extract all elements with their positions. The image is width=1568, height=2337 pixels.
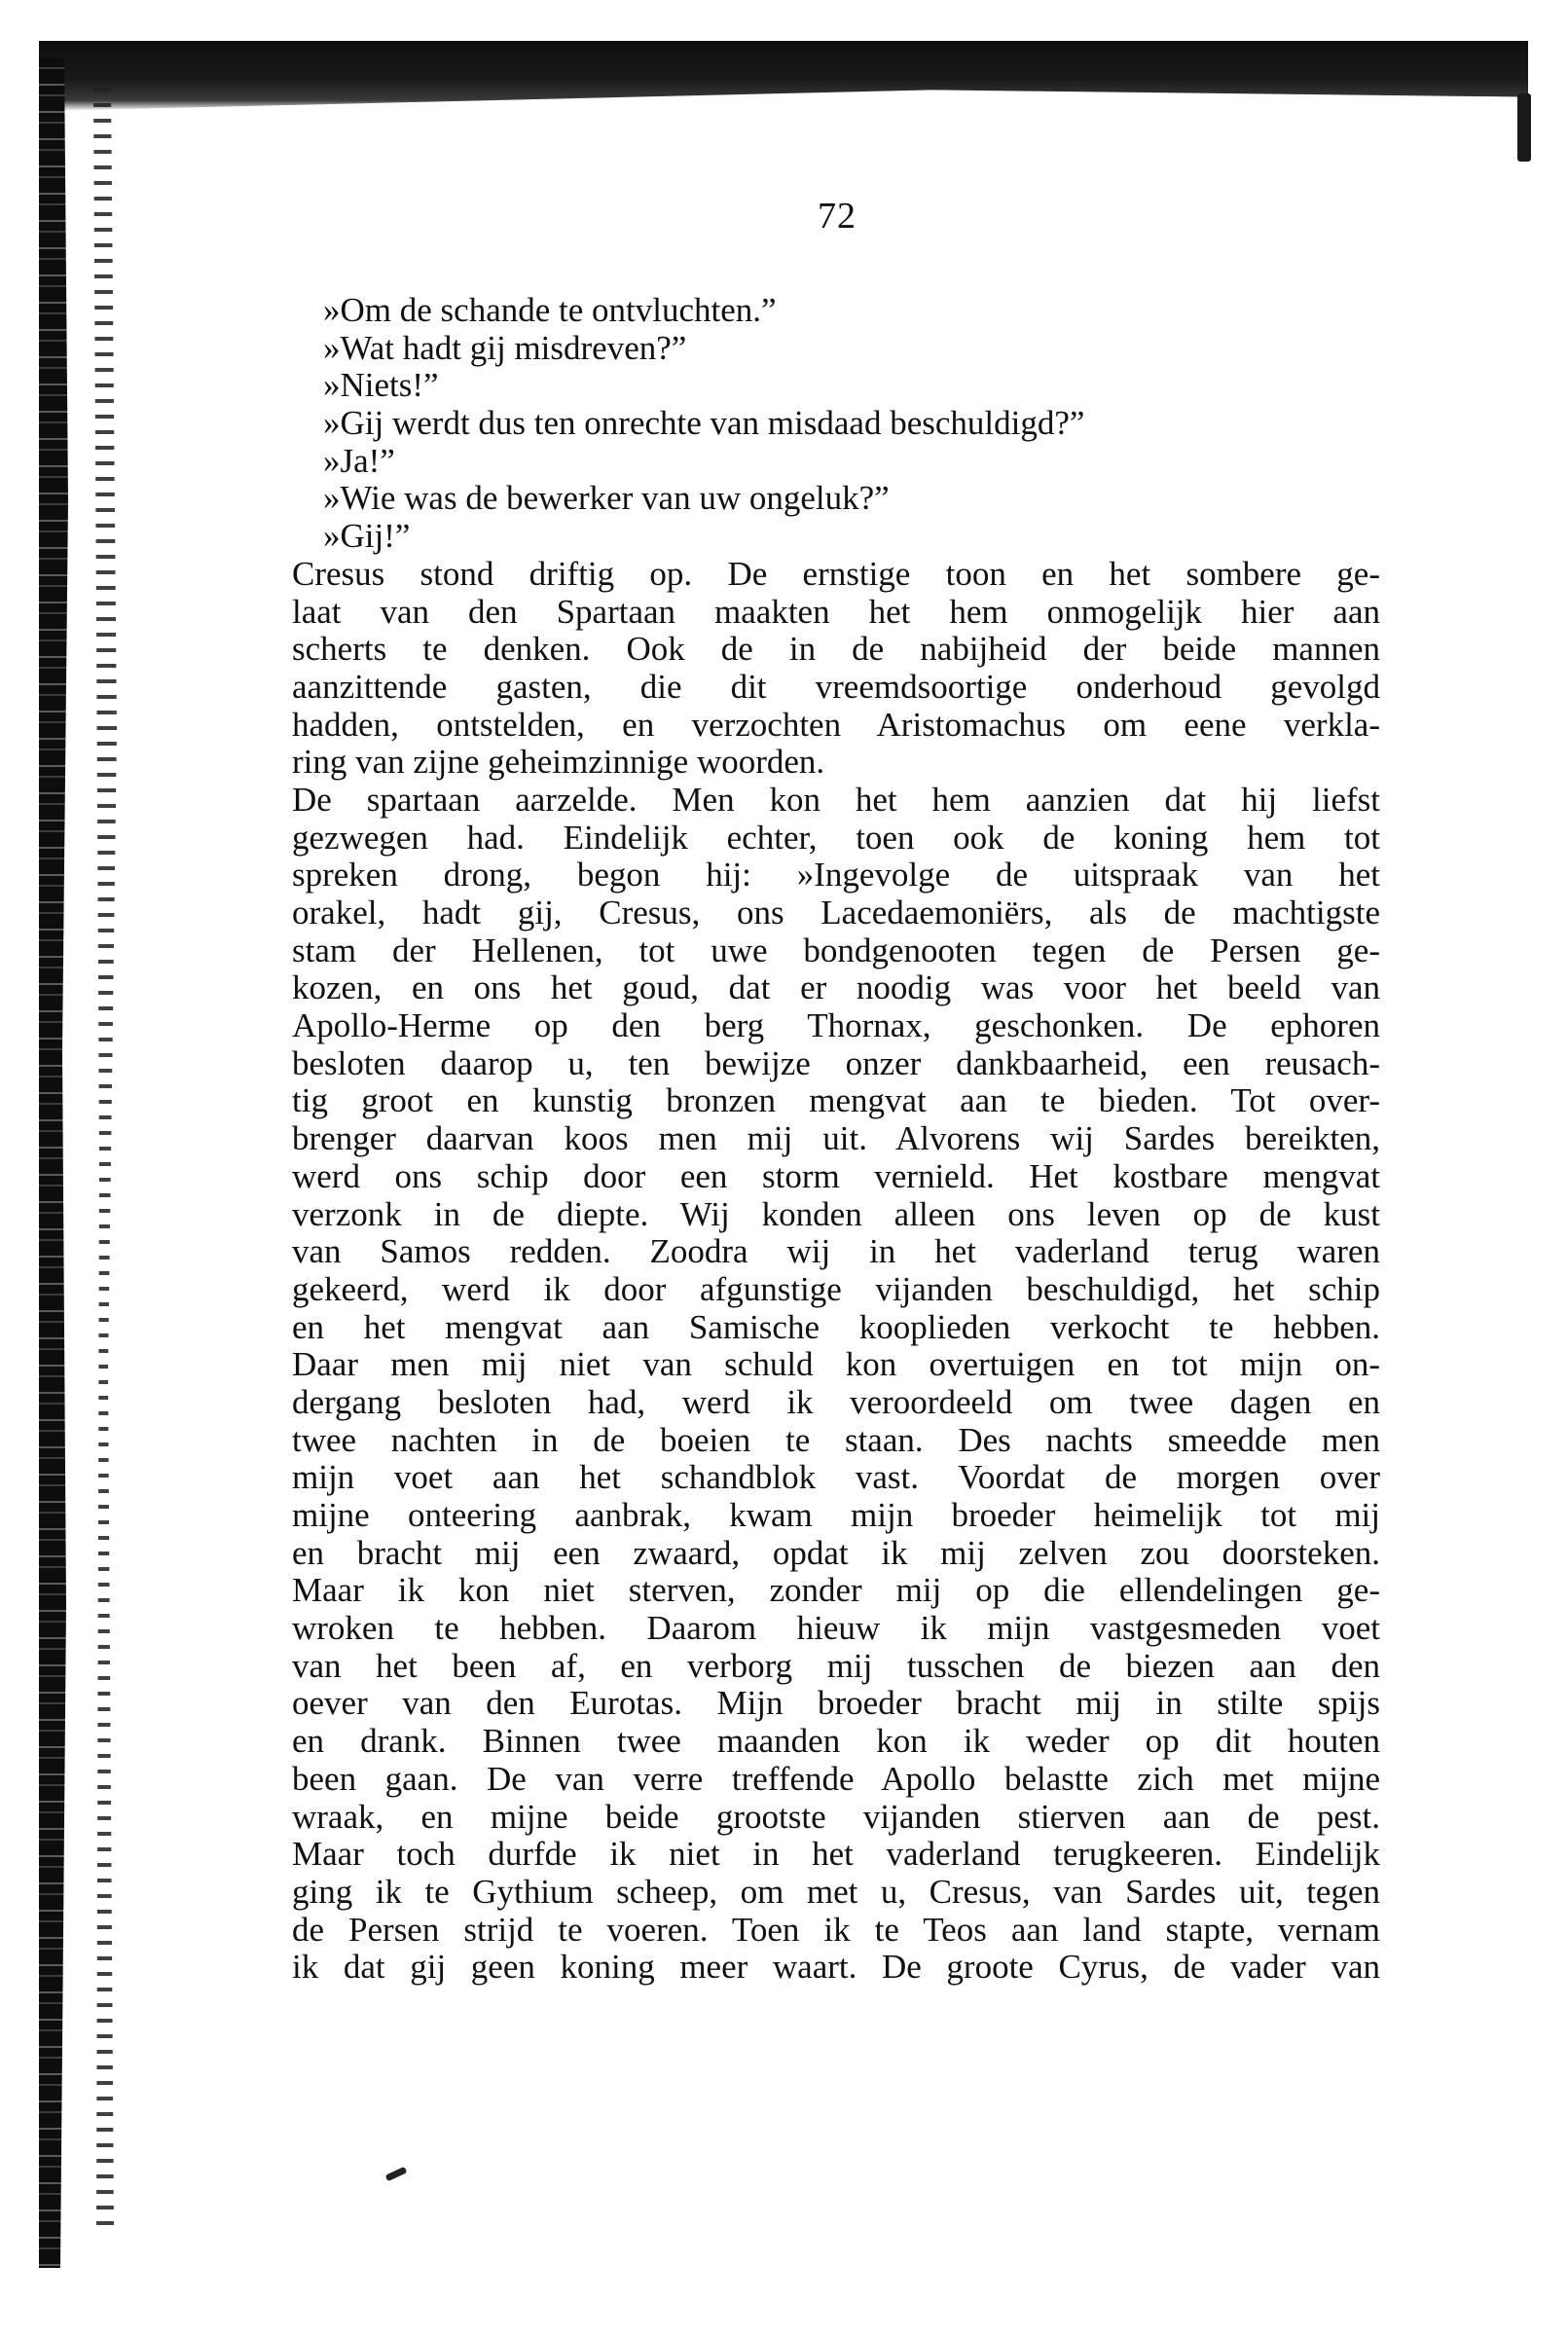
text-line: en bracht mij een zwaard, opdat ik mij zelven zou doorsteken. — [292, 1534, 1380, 1572]
text-line: kozen, en ons het goud, dat er noodig was voor het beeld van — [292, 969, 1380, 1007]
text-line: ring van zijne geheimzinnige woorden. — [292, 743, 825, 782]
text-line: been gaan. De van verre treffende Apollo belastte zich met mijne — [292, 1760, 1380, 1798]
text-line: orakel, hadt gij, Cresus, ons Lacedaemoniërs, als de machtigste — [292, 895, 1380, 931]
text-line: brenger daarvan koos men mij uit. Alvorens wij Sardes bereikten, — [292, 1120, 1380, 1158]
text-line: Cresus stond driftig op. De ernstige toon en het sombere ge- — [292, 555, 1380, 593]
text-line: mijne onteering aanbrak, kwam mijn broeder heimelijk tot mij — [292, 1497, 1380, 1534]
body-text — [292, 292, 1380, 1987]
text-line: van Samos redden. Zoodra wij in het vaderland terug waren — [292, 1233, 1380, 1271]
text-line: hadden, ontstelden, en verzochten Aristomachus om eene verkla- — [292, 706, 1380, 744]
text-line: »Om de schande te ontvluchten.” — [323, 291, 777, 329]
text-line: »Ja!” — [323, 441, 395, 480]
text-line: ik dat gij geen koning meer waart. De groote Cyrus, de vader van — [292, 1949, 1380, 1987]
text-line: mijn voet aan het schandblok vast. Voordat de morgen over — [292, 1459, 1380, 1497]
scan-gutter-shadow — [39, 58, 136, 2268]
text-line: Maar toch durfde ik niet in het vaderland terugkeeren. Eindelijk — [292, 1836, 1380, 1874]
text-line: oever van den Eurotas. Mijn broeder bracht mij in stilte spijs — [292, 1685, 1380, 1723]
text-line: wroken te hebben. Daarom hieuw ik mijn vastgesmeden voet — [292, 1610, 1380, 1648]
text-line: »Wie was de bewerker van uw ongeluk?” — [323, 479, 890, 518]
text-line: gekeerd, werd ik door afgunstige vijanden beschuldigd, het schip — [292, 1270, 1380, 1308]
text-line: wraak, en mijne beide grootste vijanden stierven aan de pest. — [292, 1798, 1380, 1836]
text-line: Maar ik kon niet sterven, zonder mij op die ellendelingen ge- — [292, 1572, 1380, 1610]
text-line: Apollo-Herme op den berg Thornax, geschonken. De ephoren — [292, 1007, 1380, 1045]
scan-shadow-top — [39, 41, 1528, 111]
scan-gutter-streaks — [88, 88, 146, 2229]
text-line: De spartaan aarzelde. Men kon het hem aanzien dat hij liefst — [292, 781, 1380, 819]
page-number: 72 — [818, 196, 857, 237]
text-line: werd ons schip door een storm vernield. Het kostbare mengvat — [292, 1157, 1380, 1195]
text-line: scherts te denken. Ook de in de nabijheid der beide mannen — [292, 631, 1380, 669]
text-line: »Wat hadt gij misdreven?” — [323, 328, 687, 367]
text-line: Daar men mij niet van schuld kon overtuigen en tot mijn on- — [292, 1346, 1380, 1384]
text-line: de Persen strijd te voeren. Toen ik te Teos aan land stapte, vernam — [292, 1911, 1380, 1949]
text-line: »Niets!” — [323, 366, 439, 405]
text-line: besloten daarop u, ten bewijze onzer dankbaarheid, een reusach- — [292, 1044, 1380, 1082]
scan-edge-mark — [1517, 93, 1531, 162]
text-line: »Gij!” — [323, 517, 411, 556]
text-line: en het mengvat aan Samische kooplieden verkocht te hebben. — [292, 1308, 1380, 1346]
text-line: dergang besloten had, werd ik veroordeeld om twee dagen en — [292, 1383, 1380, 1421]
text-line: en drank. Binnen twee maanden kon ik weder op dit houten — [292, 1723, 1380, 1761]
text-line: tig groot en kunstig bronzen mengvat aan te bieden. Tot over- — [292, 1082, 1380, 1120]
ink-speck — [385, 2167, 408, 2182]
text-line: ging ik te Gythium scheep, om met u, Cresus, van Sardes uit, tegen — [292, 1873, 1380, 1911]
text-line: stam der Hellenen, tot uwe bondgenooten tegen de Persen ge- — [292, 931, 1380, 969]
text-line: twee nachten in de boeien te staan. Des nachts smeedde men — [292, 1421, 1380, 1459]
text-line: »Gij werdt dus ten onrechte van misdaad beschuldigd?” — [323, 404, 1085, 443]
text-line: laat van den Spartaan maakten het hem onmogelijk hier aan — [292, 593, 1380, 631]
text-line: spreken drong, begon hij: »Ingevolge de uitspraak van het — [292, 857, 1380, 895]
text-line: aanzittende gasten, die dit vreemdsoortige onderhoud gevolgd — [292, 668, 1380, 706]
text-line: verzonk in de diepte. Wij konden alleen ons leven op de kust — [292, 1195, 1380, 1233]
text-line: gezwegen had. Eindelijk echter, toen ook de koning hem tot — [292, 819, 1380, 857]
text-line: van het been af, en verborg mij tusschen de biezen aan den — [292, 1647, 1380, 1685]
